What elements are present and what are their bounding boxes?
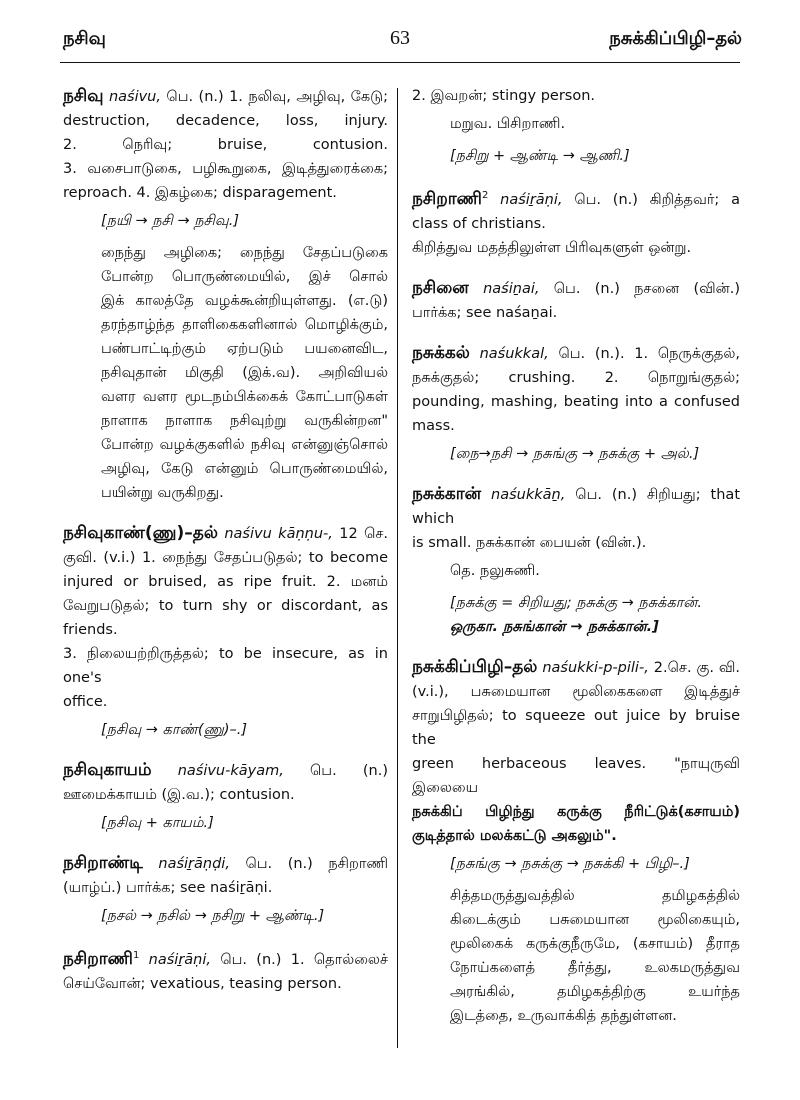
usage-line: மூலிகைக் கருக்குநீருமே, (கசாயம்) தீராத	[450, 935, 740, 952]
running-head-left: நசிவு	[63, 28, 106, 49]
headword: நசுக்கல்	[412, 342, 470, 363]
etymology: [நசல் → நசில் → நசிறு + ஆண்டி.]	[101, 908, 325, 924]
entry-nasirandi	[63, 851, 388, 928]
headword: நசினை	[412, 277, 469, 298]
cognate-line: தெ. நலுசுணி.	[450, 562, 540, 579]
headword: நசிறாண்டி	[63, 853, 143, 873]
definition-line: பெ. (n.) நசிறாணி	[245, 856, 389, 872]
usage-line: அழிவு, கேடு என்னும் பொருண்மையில்,	[101, 461, 388, 477]
usage-line: நைந்து அழிகை; நைந்து சேதப்படுகை	[101, 245, 388, 261]
definition-line: பெ. (n.) 1. தொல்லைச்	[220, 951, 389, 968]
column-divider	[397, 88, 398, 1048]
headword: நசிவு	[63, 86, 104, 106]
left-column	[63, 84, 388, 1012]
definition-line: வேறுபடுதல்; to turn shy or discordant, as friends.	[63, 598, 388, 638]
definition-line: 12 செ.	[339, 526, 389, 542]
entry-nasirani-1	[63, 944, 388, 996]
transliteration: naśukkāṉ,	[491, 486, 566, 503]
etymology: [நசிறு + ஆண்டி → ஆணி.]	[450, 148, 630, 164]
entry-nasivu-kannu	[63, 521, 388, 742]
entry-nasukkan	[412, 482, 740, 639]
usage-line: நசிவுதான் மிகுதி (இக்.வ). அறிவியல்	[101, 365, 388, 381]
definition-line: சாறுபிழிதல்; to squeeze out juice by bruise the	[412, 707, 740, 748]
usage-line: அரங்கில், தமிழகத்திற்கு உயர்ந்த	[450, 983, 740, 1000]
definition-line: destruction, decadence, loss, injury.	[63, 113, 388, 129]
definition-line: நசுக்கிப் பிழிந்து கருக்கு நீரிட்டுக்(கசாயம்)	[412, 803, 740, 820]
transliteration: naśiṟāṇḍi,	[158, 856, 230, 872]
definition-line: பெ. (n.)	[310, 763, 388, 779]
definition-line: class of christians.	[412, 215, 546, 232]
headword: நசுக்கான்	[412, 483, 482, 504]
definition-line: mass.	[412, 417, 455, 434]
definition-line: பெ. (n.) சிறியது; that which	[412, 486, 741, 527]
usage-line: நாளாக நாளாக நசிவுற்று வருகின்றன"	[101, 413, 388, 429]
definition-line: (யாழ்ப்.) பார்க்க; see naśiṟāṇi.	[63, 880, 273, 896]
usage-line: கிடைக்கும் பசுமையான மூலிகையும்,	[450, 911, 740, 928]
definition-line: பெ. (n.) நசனை (வின்.)	[553, 280, 741, 297]
transliteration: naśukki-p-pili-,	[542, 659, 649, 676]
page-number: 63	[390, 27, 410, 49]
transliteration: naśiṟāṇi,	[500, 191, 563, 208]
etymology: [நசுங்கு → நசுக்கு → நசுக்கி + பிழி–.]	[450, 855, 690, 872]
transliteration: naśiṟāṇi,	[148, 951, 211, 968]
definition-line: injured or bruised, as ripe fruit. 2. மனம்	[63, 574, 388, 590]
etymology: [நசுக்கு = சிறியது; நசுக்கு → நசுக்கான்.	[450, 594, 702, 611]
definition-line: reproach. 4. இகழ்கை; disparagement.	[63, 185, 337, 201]
definition-line: பெ. (n.) 1. நலிவு, அழிவு, கேடு;	[166, 89, 389, 105]
usage-line: இக் காலத்தே வழக்கூன்றியுள்ளது. (எ.டு)	[101, 293, 388, 309]
headword: நசிறாணி	[412, 188, 482, 209]
definition-line: கிறித்துவ மதத்திலுள்ள பிரிவுகளுள் ஒன்று.	[412, 239, 692, 256]
running-head-right: நசுக்கிப்பிழி–தல்	[609, 28, 742, 49]
synonym-line: மறுவ. பிசிறாணி.	[450, 116, 566, 132]
definition-line: office.	[63, 694, 108, 710]
transliteration: naśivu kāṇṇu-,	[224, 526, 333, 542]
entry-nasinai	[412, 276, 740, 325]
definition-line: (v.i.), பசுமையான மூலிகைகளை இடித்துச்	[412, 683, 740, 700]
definition-line: ஊமைக்காயம் (இ.வ.); contusion.	[63, 787, 295, 803]
usage-line: வளர வளர மூடநம்பிக்கைக் கோட்பாடுகள்	[101, 389, 388, 405]
definition-line: green herbaceous leaves. "நாயுருவி இலையை	[412, 755, 740, 796]
definition-line: குவி. (v.i.) 1. நைந்து சேதப்படுதல்; to become	[63, 550, 388, 566]
headword: நசிவுகாண்(ணு)–தல்	[63, 523, 218, 543]
transliteration: naśukkal,	[479, 345, 549, 362]
entry-nasukki-p-pili	[412, 655, 740, 1028]
headword: நசுக்கிப்பிழி–தல்	[412, 656, 538, 677]
usage-line: தரந்தாழ்ந்த தாளிகைகளினால் மொழிக்கும்,	[101, 317, 388, 333]
etymology: [நசிவு → காண்(ணு)–.]	[101, 722, 248, 738]
transliteration: naśivu,	[108, 89, 161, 105]
etymology: [நை→நசி → நசுங்கு → நசுக்கு + அல்.]	[450, 445, 700, 462]
usage-line: இடத்தை, உருவாக்கித் தந்துள்ளன.	[450, 1007, 677, 1024]
headword: நசிறாணி	[63, 948, 133, 969]
definition-line: செய்வோன்; vexatious, teasing person.	[63, 975, 342, 992]
transliteration: naśivu-kāyam,	[177, 763, 284, 779]
usage-line: போன்ற பொருண்மையில், இச் சொல்	[101, 269, 388, 285]
usage-line: சித்தமருத்துவத்தில் தமிழகத்தில்	[450, 887, 740, 904]
definition-line: 2. நெரிவு; bruise, contusion.	[63, 137, 388, 153]
homograph-number: 1	[132, 950, 140, 961]
definition-line: 3. நிலையற்றிருத்தல்; to be insecure, as in one's	[63, 646, 388, 686]
entry-continuation	[412, 84, 740, 168]
right-column	[412, 84, 740, 1044]
usage-line: பயின்று வருகிறது.	[101, 485, 224, 501]
entry-nasivu	[63, 84, 388, 505]
etymology: [நசிவு + காயம்.]	[101, 815, 214, 831]
definition-line: நசுக்குதல்; crushing. 2. நொறுங்குதல்;	[412, 369, 740, 386]
definition-line: குடித்தால் மலக்கட்டு அகலும்".	[412, 827, 617, 844]
usage-line: நோய்களைத் தீர்த்து, உலகமருத்துவ	[450, 959, 740, 976]
entry-nasukkal	[412, 341, 740, 466]
homograph-number: 2	[481, 190, 489, 201]
transliteration: naśiṉai,	[483, 280, 540, 297]
definition-line: 2. இவறன்; stingy person.	[412, 88, 596, 104]
definition-line: பார்க்க; see naśaṉai.	[412, 304, 558, 321]
usage-note	[63, 241, 388, 505]
etymology: ஒருகா. நசுங்கான் → நசுக்கான்.]	[450, 618, 659, 635]
usage-note	[412, 884, 740, 1028]
usage-line: பண்பாட்டிற்கும் ஏற்படும் பயனைவிட,	[101, 341, 388, 357]
entry-nasivu-kayam	[63, 758, 388, 835]
etymology: [நயி → நசி → நசிவு.]	[101, 213, 240, 229]
definition-line: pounding, mashing, beating into a confused	[412, 393, 740, 410]
headword: நசிவுகாயம்	[63, 760, 152, 780]
definition-line: 2.செ. கு. வி.	[653, 659, 741, 676]
entry-nasirani-2	[412, 184, 740, 260]
definition-line: பெ. (n.). 1. நெருக்குதல்,	[558, 345, 741, 362]
header-rule	[60, 62, 740, 63]
usage-line: போன்ற வழக்குகளில் நசிவு என்னுஞ்சொல்	[101, 437, 388, 453]
definition-line: is small. நசுக்கான் பையன் (வின்.).	[412, 534, 647, 551]
definition-line: பெ. (n.) கிறித்தவர்; a	[574, 191, 741, 208]
definition-line: 3. வசைபாடுகை, பழிகூறுகை, இடித்துரைக்கை;	[63, 161, 388, 177]
